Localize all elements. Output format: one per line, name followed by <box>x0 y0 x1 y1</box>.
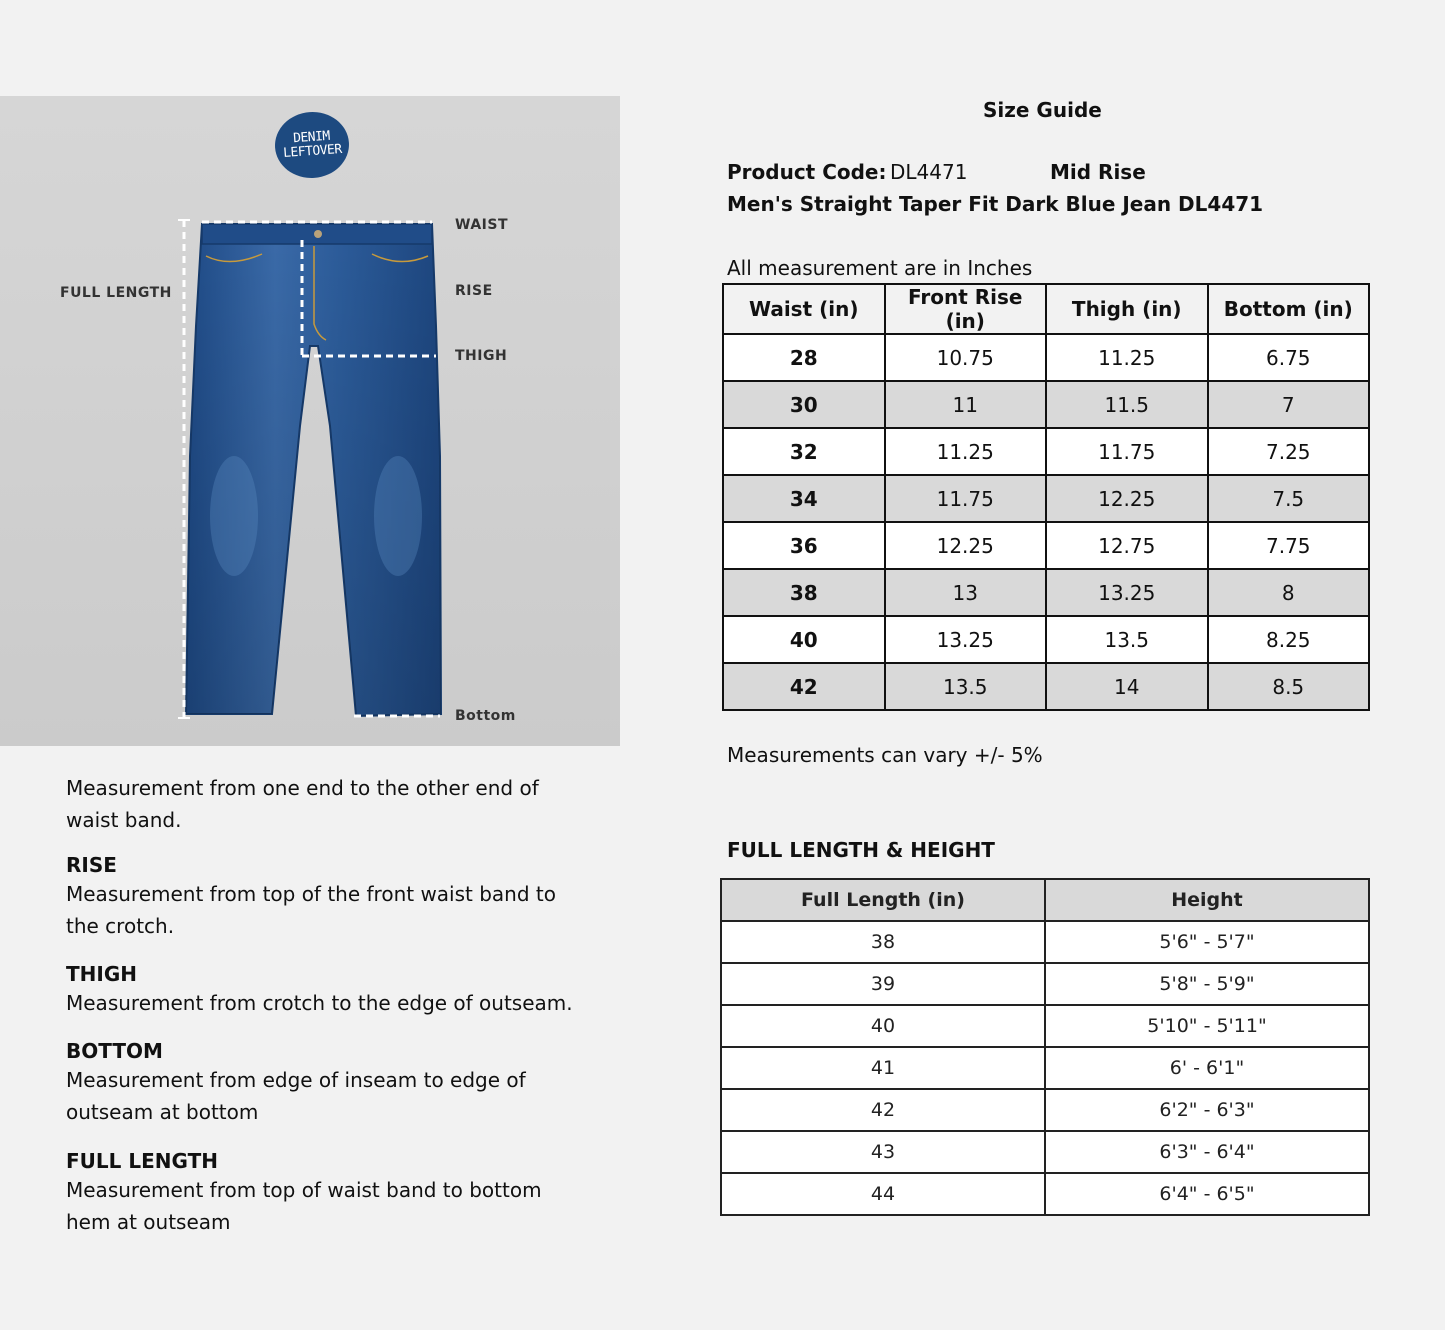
label-full-length: FULL LENGTH <box>60 285 172 301</box>
length-section-title: FULL LENGTH & HEIGHT <box>727 838 995 862</box>
cell-waist: 30 <box>723 381 885 428</box>
cell-thigh: 11.5 <box>1046 381 1208 428</box>
cell-front-rise: 10.75 <box>885 334 1047 381</box>
cell-thigh: 11.25 <box>1046 334 1208 381</box>
table-row <box>721 921 1369 963</box>
cell-waist: 40 <box>723 616 885 663</box>
cell-height: 6'3" - 6'4" <box>1045 1131 1369 1173</box>
table-row <box>721 1005 1369 1047</box>
cell-front-rise: 13.25 <box>885 616 1047 663</box>
desc-rise <box>66 852 586 942</box>
desc-heading: FULL LENGTH <box>66 1149 218 1173</box>
desc-heading: BOTTOM <box>66 1039 163 1063</box>
desc-heading: THIGH <box>66 962 137 986</box>
header-thigh: Thigh (in) <box>1046 284 1208 334</box>
cell-height: 5'8" - 5'9" <box>1045 963 1369 1005</box>
table-row <box>723 475 1369 522</box>
cell-thigh: 13.25 <box>1046 569 1208 616</box>
table-row <box>723 381 1369 428</box>
table-row <box>723 569 1369 616</box>
cell-full-length: 39 <box>721 963 1045 1005</box>
cell-bottom: 8.5 <box>1208 663 1370 710</box>
unit-note: All measurement are in Inches <box>727 256 1033 280</box>
label-thigh: THIGH <box>455 348 508 364</box>
cell-full-length: 40 <box>721 1005 1045 1047</box>
header-front-rise: Front Rise (in) <box>885 284 1047 334</box>
label-waist: WAIST <box>455 217 508 233</box>
table-row <box>723 616 1369 663</box>
cell-front-rise: 11.75 <box>885 475 1047 522</box>
cell-height: 6'2" - 6'3" <box>1045 1089 1369 1131</box>
desc-text: hem at outseam <box>66 1210 231 1234</box>
product-code-label: Product Code: <box>727 160 887 184</box>
cell-bottom: 7.25 <box>1208 428 1370 475</box>
cell-thigh: 11.75 <box>1046 428 1208 475</box>
desc-text: waist band. <box>66 808 182 832</box>
product-code: DL4471 <box>890 160 968 184</box>
cell-bottom: 8.25 <box>1208 616 1370 663</box>
desc-text: Measurement from top of the front waist band to <box>66 882 556 906</box>
table-row <box>721 1089 1369 1131</box>
cell-height: 6'4" - 6'5" <box>1045 1173 1369 1215</box>
desc-waist <box>66 772 586 836</box>
cell-waist: 42 <box>723 663 885 710</box>
length-height-table <box>720 878 1370 1216</box>
cell-full-length: 43 <box>721 1131 1045 1173</box>
header-height: Height <box>1045 879 1369 921</box>
cell-waist: 38 <box>723 569 885 616</box>
label-rise: RISE <box>455 283 493 299</box>
table-row <box>723 663 1369 710</box>
table-header-row <box>723 284 1369 334</box>
cell-waist: 34 <box>723 475 885 522</box>
cell-height: 6' - 6'1" <box>1045 1047 1369 1089</box>
table-row <box>721 1047 1369 1089</box>
cell-full-length: 44 <box>721 1173 1045 1215</box>
desc-text: outseam at bottom <box>66 1100 259 1124</box>
product-photo <box>0 96 620 746</box>
cell-height: 5'6" - 5'7" <box>1045 921 1369 963</box>
header-waist: Waist (in) <box>723 284 885 334</box>
desc-bottom <box>66 1038 586 1128</box>
label-bottom: Bottom <box>455 708 516 724</box>
cell-thigh: 14 <box>1046 663 1208 710</box>
cell-bottom: 6.75 <box>1208 334 1370 381</box>
rise-type: Mid Rise <box>1050 160 1146 184</box>
cell-front-rise: 12.25 <box>885 522 1047 569</box>
cell-thigh: 12.75 <box>1046 522 1208 569</box>
cell-bottom: 7.75 <box>1208 522 1370 569</box>
jeans-illustration <box>0 96 620 746</box>
cell-waist: 36 <box>723 522 885 569</box>
desc-thigh <box>66 961 586 1019</box>
cell-bottom: 7.5 <box>1208 475 1370 522</box>
desc-heading: RISE <box>66 853 117 877</box>
desc-full-length <box>66 1148 586 1238</box>
table-row <box>721 1131 1369 1173</box>
desc-text: Measurement from one end to the other end of <box>66 776 539 800</box>
desc-text: Measurement from crotch to the edge of outseam. <box>66 991 573 1015</box>
brand-logo: DENIM LEFTOVER <box>273 109 351 180</box>
page-title: Size Guide <box>983 98 1102 122</box>
cell-full-length: 42 <box>721 1089 1045 1131</box>
header-full-length: Full Length (in) <box>721 879 1045 921</box>
cell-height: 5'10" - 5'11" <box>1045 1005 1369 1047</box>
cell-bottom: 7 <box>1208 381 1370 428</box>
cell-thigh: 12.25 <box>1046 475 1208 522</box>
size-table <box>722 283 1370 711</box>
table-row <box>723 522 1369 569</box>
cell-front-rise: 11 <box>885 381 1047 428</box>
desc-text: Measurement from top of waist band to bottom <box>66 1178 542 1202</box>
cell-front-rise: 11.25 <box>885 428 1047 475</box>
cell-front-rise: 13 <box>885 569 1047 616</box>
cell-full-length: 41 <box>721 1047 1045 1089</box>
desc-text: the crotch. <box>66 914 175 938</box>
cell-full-length: 38 <box>721 921 1045 963</box>
table-row <box>721 963 1369 1005</box>
cell-bottom: 8 <box>1208 569 1370 616</box>
table-row <box>723 428 1369 475</box>
cell-front-rise: 13.5 <box>885 663 1047 710</box>
header-bottom: Bottom (in) <box>1208 284 1370 334</box>
table-header-row <box>721 879 1369 921</box>
desc-text: Measurement from edge of inseam to edge of <box>66 1068 526 1092</box>
product-name: Men's Straight Taper Fit Dark Blue Jean DL4471 <box>727 192 1264 216</box>
cell-waist: 28 <box>723 334 885 381</box>
variance-note: Measurements can vary +/- 5% <box>727 743 1043 767</box>
table-row <box>721 1173 1369 1215</box>
table-row <box>723 334 1369 381</box>
cell-waist: 32 <box>723 428 885 475</box>
cell-thigh: 13.5 <box>1046 616 1208 663</box>
